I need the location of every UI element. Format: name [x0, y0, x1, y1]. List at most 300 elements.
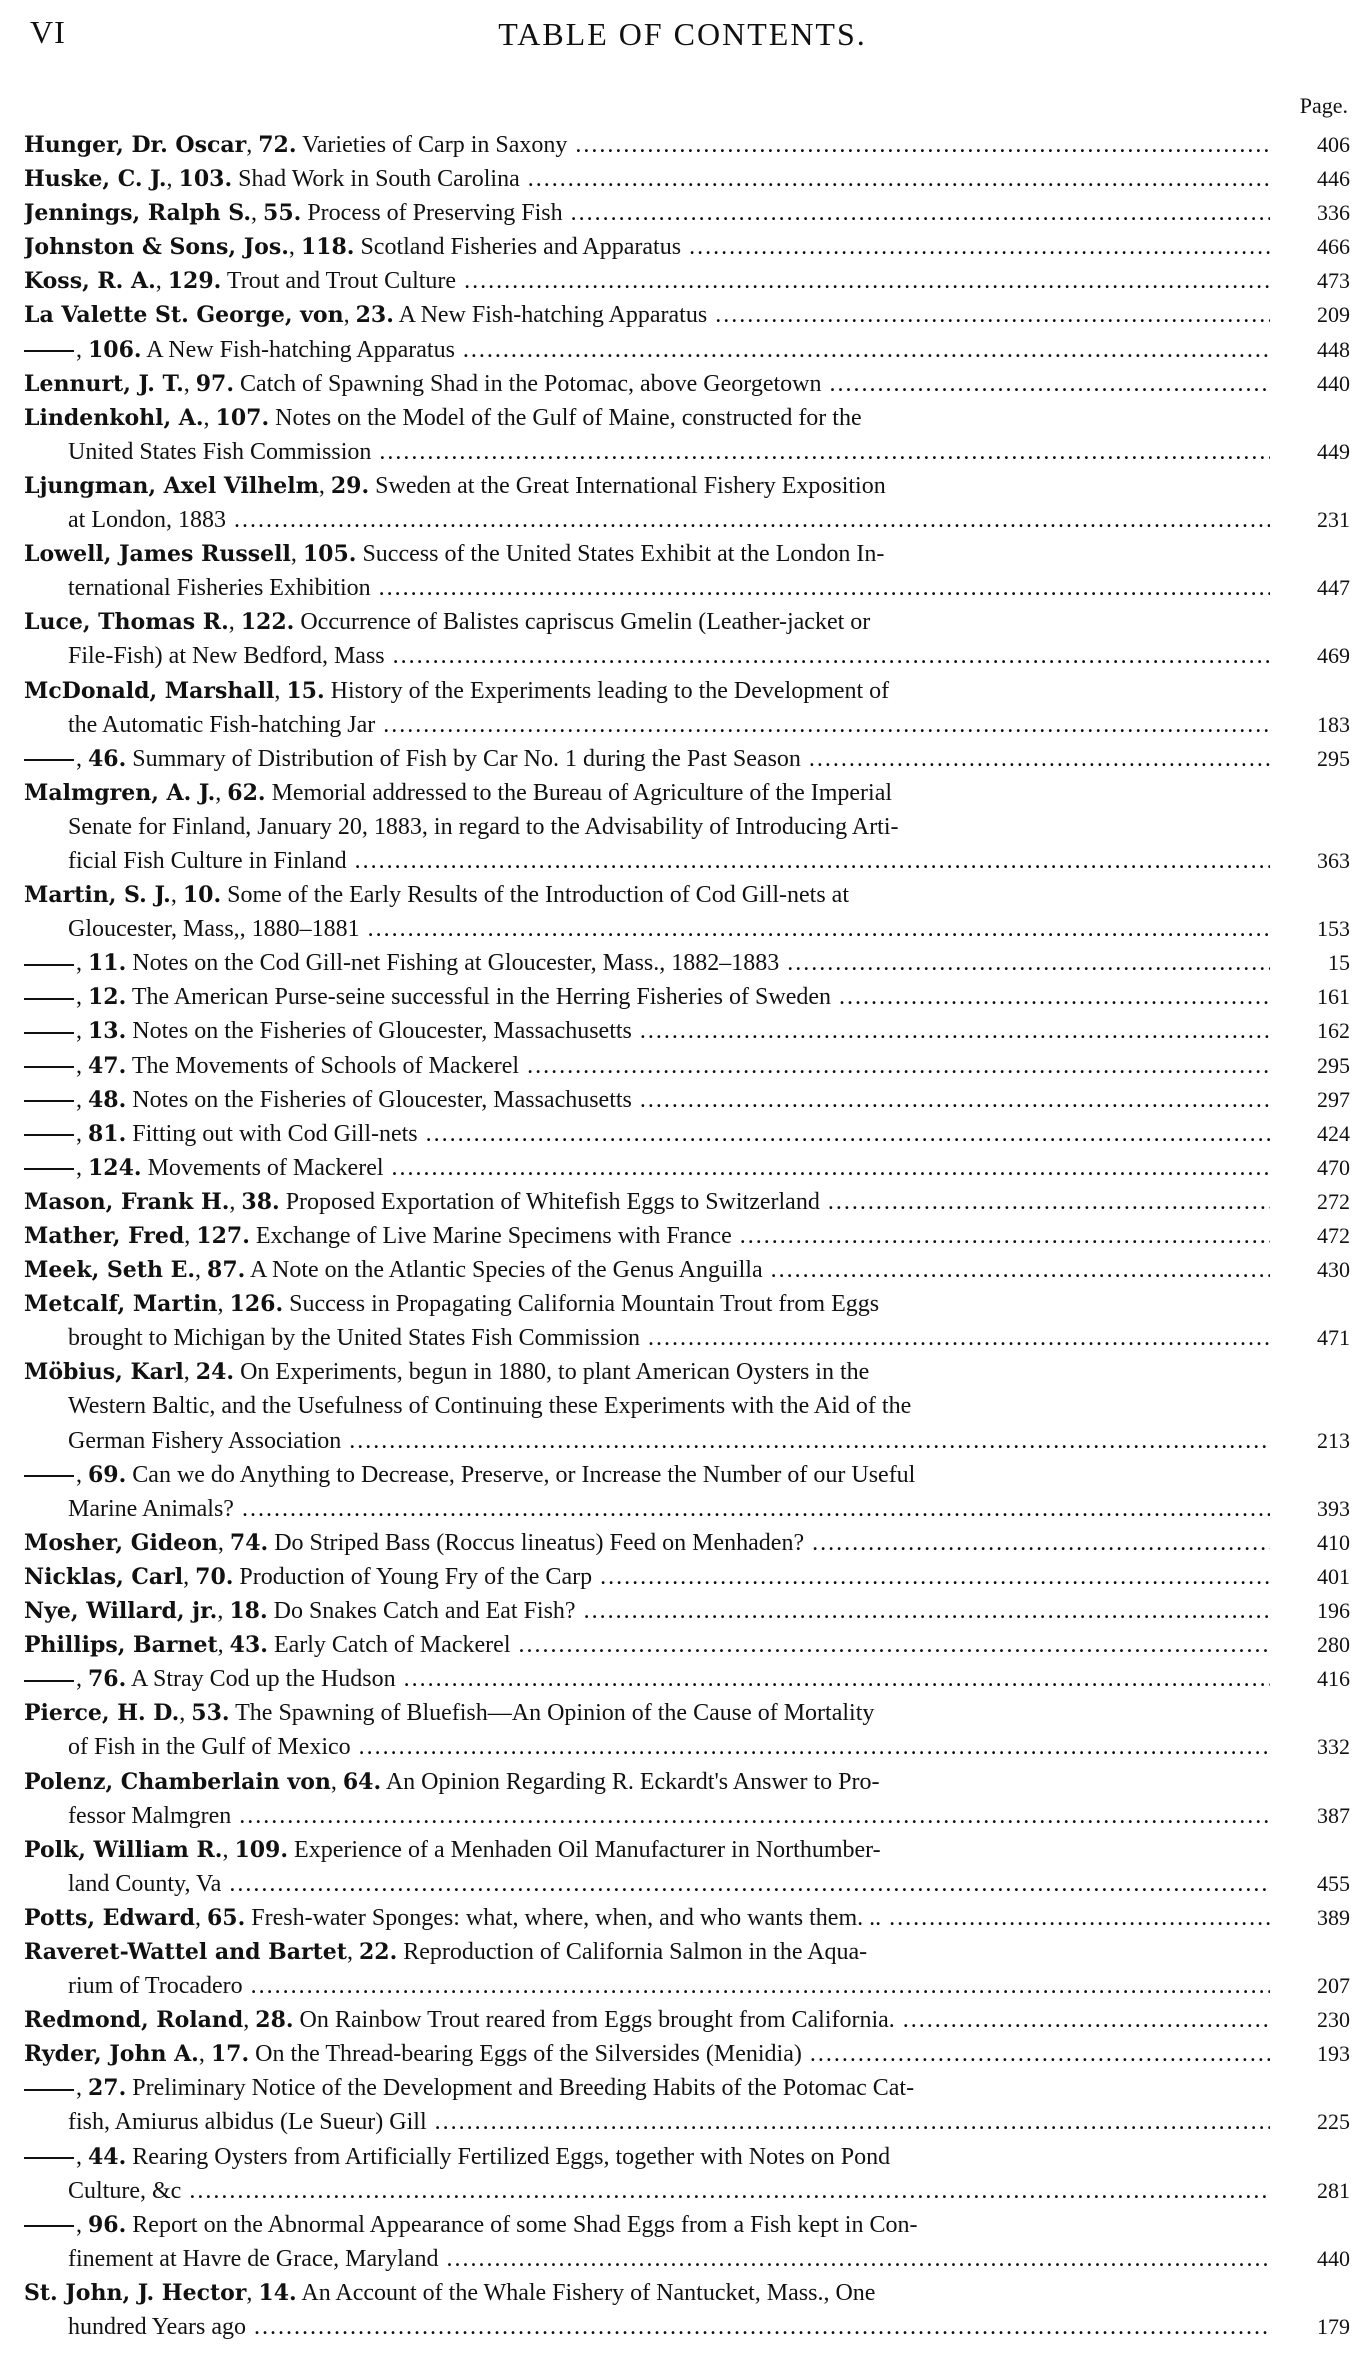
toc-page-ref: 230	[1317, 2007, 1350, 2033]
page-number: VI	[30, 14, 66, 50]
toc-page-ref: 387	[1317, 1802, 1350, 1828]
ditto-dash	[24, 1100, 74, 1102]
toc-page-ref: 295	[1317, 1052, 1350, 1078]
toc-page-ref: 447	[1317, 575, 1350, 601]
toc-page-ref: 469	[1317, 643, 1350, 669]
page-title: TABLE OF CONTENTS.	[498, 16, 867, 52]
toc-page-ref: 472	[1317, 1223, 1350, 1248]
toc-entry	[24, 2071, 1350, 2139]
toc-entry-line	[24, 1969, 1270, 2003]
toc-author: Pierce, H. D.	[24, 1700, 180, 1727]
toc-page-ref: 179	[1317, 2314, 1350, 2339]
toc-entry-line: Ljungman, Axel Vilhelm, 29. Sweden at the Great International Fishery Exposition	[24, 472, 886, 499]
toc-entry	[24, 605, 1350, 673]
toc-article-number: 62.	[227, 779, 266, 806]
page-column-label: Page.	[1299, 93, 1348, 118]
toc-title-line: Senate for Finland, January 20, 1883, in regard to the Advisability of Introducing Arti-	[68, 813, 899, 840]
toc-entry-line: Ryder, John A., 17. On the Thread-bearing Eggs of the Silversides (Menidia) .....	[24, 2037, 1270, 2071]
toc-title-line: Experience of a Menhaden Oil Manufacturer in Northumber-	[294, 1836, 881, 1863]
toc-title-line: land County, Va	[68, 1870, 222, 1897]
ditto-dash	[24, 2089, 74, 2091]
toc-title-line: Reproduction of California Salmon in the Aqua-	[403, 1938, 868, 1965]
toc-entry-line: Lindenkohl, A., 107. Notes on the Model of the Gulf of Maine, constructed for the	[24, 404, 862, 431]
toc-article-number: 87.	[207, 1257, 246, 1284]
toc-entry-line: Redmond, Roland, 28. On Rainbow Trout reared from Eggs brought from California. .....	[24, 2003, 1270, 2037]
toc-article-number: 48.	[88, 1086, 127, 1113]
toc-title-line: A Stray Cod up the Hudson	[130, 1666, 396, 1693]
toc-entry	[24, 1696, 1350, 1764]
toc-entry	[24, 196, 1350, 230]
ditto-dash	[24, 1066, 74, 1068]
toc-article-number: 103.	[178, 166, 233, 193]
toc-entry	[24, 1901, 1350, 1935]
toc-article-number: 126.	[229, 1291, 284, 1318]
toc-author: Meek, Seth E.	[24, 1257, 196, 1284]
toc-title-line: Notes on the Model of the Gulf of Maine, constructed for the	[275, 404, 862, 431]
toc-author: Metcalf, Martin	[24, 1291, 218, 1318]
toc-entry-line	[24, 912, 1270, 946]
toc-title-line: Memorial addressed to the Bureau of Agriculture of the Imperial	[271, 779, 893, 806]
toc-entry-line: , 124. Movements of Mackerel .....	[24, 1151, 1270, 1185]
toc-title-line: Proposed Exportation of Whitefish Eggs to Switzerland	[285, 1188, 820, 1215]
toc-article-number: 69.	[88, 1461, 127, 1488]
toc-entry-line: Möbius, Karl, 24. On Experiments, begun in 1880, to plant American Oysters in the	[24, 1359, 870, 1386]
toc-entry	[24, 1526, 1350, 1560]
toc-author: Ljungman, Axel Vilhelm	[24, 472, 319, 499]
toc-page-ref: 455	[1317, 1870, 1350, 1896]
toc-entry-line: Polk, William R., 109. Experience of a Menhaden Oil Manufacturer in Northumber-	[24, 1836, 881, 1863]
toc-entry	[24, 1560, 1350, 1594]
toc-author: Mather, Fred	[24, 1223, 185, 1249]
toc-entry-line: , 46. Summary of Distribution of Fish by Car No. 1 during the Past Season .....	[24, 742, 1270, 776]
toc-entry	[24, 1935, 1350, 2003]
toc-entry	[24, 1628, 1350, 1662]
toc-author: St. John, J. Hector	[24, 2279, 247, 2306]
toc-article-number: 43.	[229, 1632, 268, 1659]
toc-title-line: Fitting out with Cod Gill-nets	[132, 1120, 418, 1147]
toc-article-number: 17.	[210, 2041, 250, 2068]
toc-title-line: of Fish in the Gulf of Mexico	[68, 1734, 351, 1761]
toc-entry	[24, 469, 1350, 537]
toc-author: Mason, Frank H.	[24, 1188, 230, 1215]
toc-title-line: An Account of the Whale Fishery of Nantucket, Mass., One	[301, 2279, 876, 2306]
toc-entry	[24, 367, 1350, 401]
toc-entry-line: Koss, R. A., 129. Trout and Trout Culture .....	[24, 264, 1270, 298]
toc-title-line: the Automatic Fish-hatching Jar	[68, 711, 376, 738]
table-of-contents	[24, 128, 1350, 2344]
toc-page-ref: 209	[1317, 302, 1350, 328]
toc-author: Polk, William R.	[24, 1836, 223, 1863]
toc-entry-line: Meek, Seth E., 87. A Note on the Atlantic Species of the Genus Anguilla .....	[24, 1253, 1270, 1287]
toc-title-line: at London, 1883	[68, 507, 226, 534]
toc-author: Nicklas, Carl	[24, 1563, 184, 1590]
toc-entry-line: Malmgren, A. J., 62. Memorial addressed to the Bureau of Agriculture of the Imperial	[24, 779, 893, 806]
toc-entry-line	[24, 1867, 1270, 1901]
toc-page-ref: 430	[1317, 1257, 1350, 1283]
toc-entry	[24, 946, 1350, 980]
toc-article-number: 124.	[88, 1154, 142, 1181]
ditto-dash	[24, 1168, 74, 1170]
toc-title-line: Fresh-water Sponges: what, where, when, and who wants them. ..	[251, 1904, 882, 1931]
ditto-dash	[24, 1680, 74, 1682]
toc-entry	[24, 230, 1350, 264]
toc-entry	[24, 2037, 1350, 2071]
toc-title-line: Shad Work in South Carolina	[238, 166, 520, 193]
toc-entry	[24, 1185, 1350, 1219]
toc-title-line: Varieties of Carp in Saxony	[302, 132, 568, 158]
toc-entry-line: , 11. Notes on the Cod Gill-net Fishing at Gloucester, Mass., 1882–1883 .....	[24, 946, 1270, 980]
toc-entry-line	[24, 503, 1270, 537]
toc-article-number: 11.	[88, 950, 127, 977]
toc-title-line: Notes on the Fisheries of Gloucester, Massachusetts	[132, 1086, 632, 1113]
toc-title-line: Success of the United States Exhibit at the London In-	[362, 541, 885, 568]
toc-entry-line: , 27. Preliminary Notice of the Development and Breeding Habits of the Potomac Cat-	[24, 2071, 1270, 2105]
toc-title-line: Early Catch of Mackerel	[273, 1632, 511, 1659]
toc-page-ref: 272	[1317, 1188, 1350, 1214]
toc-entry-line: Luce, Thomas R., 122. Occurrence of Balistes capriscus Gmelin (Leather-jacket or	[24, 609, 871, 636]
toc-entry-line: McDonald, Marshall, 15. History of the Experiments leading to the Development of	[24, 677, 890, 704]
toc-entry-line: Potts, Edward, 65. Fresh-water Sponges: what, where, when, and who wants them. .. .....	[24, 1901, 1270, 1935]
toc-article-number: 97.	[195, 370, 235, 397]
toc-entry-line	[24, 2310, 1270, 2344]
toc-author: La Valette St. George, von	[24, 302, 344, 329]
toc-title-line: On the Thread-bearing Eggs of the Silversides (Menidia)	[255, 2041, 802, 2068]
toc-entry-line: Metcalf, Martin, 126. Success in Propagating California Mountain Trout from Eggs	[24, 1291, 880, 1318]
toc-title-line: fish, Amiurus albidus (Le Sueur) Gill	[68, 2109, 427, 2136]
toc-entry-line: Martin, S. J., 10. Some of the Early Results of the Introduction of Cod Gill-nets at	[24, 882, 849, 909]
toc-title-line: Rearing Oysters from Artificially Fertilized Eggs, together with Notes on Pond	[132, 2143, 891, 2170]
toc-article-number: 106.	[88, 336, 142, 363]
toc-author: Möbius, Karl	[24, 1359, 184, 1386]
toc-title-line: On Rainbow Trout reared from Eggs brought from California.	[299, 2007, 895, 2034]
toc-entry	[24, 1083, 1350, 1117]
toc-title-line: Scotland Fisheries and Apparatus	[360, 234, 682, 261]
toc-title-line: A Note on the Atlantic Species of the Genus Anguilla	[250, 1257, 763, 1284]
toc-title-line: Exchange of Live Marine Specimens with France	[255, 1223, 732, 1249]
toc-entry-line: La Valette St. George, von, 23. A New Fish-hatching Apparatus .....	[24, 298, 1270, 332]
toc-article-number: 55.	[263, 200, 302, 227]
toc-article-number: 105.	[302, 541, 357, 568]
toc-page-ref: 280	[1317, 1632, 1350, 1658]
toc-article-number: 109.	[234, 1836, 289, 1863]
toc-title-line: A New Fish-hatching Apparatus	[398, 302, 708, 329]
toc-title-line: An Opinion Regarding R. Eckardt's Answer to Pro-	[385, 1768, 880, 1795]
toc-entry	[24, 1355, 1350, 1457]
toc-article-number: 29.	[330, 472, 370, 499]
toc-entry-line	[24, 2174, 1270, 2208]
toc-entry-line: , 12. The American Purse-seine successful in the Herring Fisheries of Sweden .....	[24, 980, 1270, 1014]
toc-article-number: 74.	[229, 1529, 269, 1556]
toc-entry	[24, 2276, 1350, 2344]
toc-article-number: 23.	[355, 302, 394, 329]
toc-author: McDonald, Marshall	[24, 677, 275, 704]
toc-page-ref: 416	[1317, 1666, 1350, 1692]
toc-title-line: German Fishery Association	[68, 1427, 342, 1454]
toc-article-number: 81.	[88, 1120, 127, 1147]
toc-article-number: 44.	[88, 2143, 127, 2170]
toc-title-line: File-Fish) at New Bedford, Mass	[68, 643, 385, 670]
toc-title-line: hundred Years ago	[68, 2314, 246, 2340]
toc-title-line: On Experiments, begun in 1880, to plant American Oysters in the	[240, 1359, 870, 1386]
toc-page-ref: 401	[1317, 1563, 1350, 1589]
toc-article-number: 118.	[300, 234, 355, 261]
toc-article-number: 53.	[191, 1700, 230, 1727]
toc-entry-line: Nicklas, Carl, 70. Production of Young Fry of the Carp .....	[24, 1560, 1270, 1594]
toc-page-ref: 393	[1317, 1495, 1350, 1521]
toc-title-line: brought to Michigan by the United States Fish Commission	[68, 1325, 640, 1352]
toc-entry	[24, 1594, 1350, 1628]
toc-article-number: 127.	[196, 1223, 250, 1249]
toc-entry	[24, 980, 1350, 1014]
toc-author: Johnston & Sons, Jos.	[24, 234, 289, 261]
toc-article-number: 12.	[88, 984, 127, 1011]
toc-article-number: 14.	[258, 2279, 297, 2306]
toc-author: Huske, C. J.	[24, 166, 167, 193]
toc-page-ref: 473	[1317, 268, 1350, 294]
toc-entry-line	[24, 435, 1270, 469]
toc-title-line: The Spawning of Bluefish—An Opinion of the Cause of Mortality	[235, 1700, 875, 1727]
toc-entry-line	[24, 1321, 1270, 1355]
toc-title-line: A New Fish-hatching Apparatus	[146, 336, 455, 363]
toc-title-line: Some of the Early Results of the Introduction of Cod Gill-nets at	[227, 882, 849, 909]
toc-entry-line	[24, 708, 1270, 742]
toc-article-number: 24.	[195, 1359, 235, 1386]
toc-entry-line	[24, 844, 1270, 878]
toc-article-number: 10.	[182, 882, 222, 909]
toc-title-line: Production of Young Fry of the Carp	[239, 1563, 593, 1590]
toc-entry-line	[24, 1799, 1270, 1833]
toc-article-number: 129.	[167, 268, 222, 295]
toc-title-line: Movements of Mackerel	[147, 1154, 384, 1181]
toc-article-number: 72.	[258, 132, 297, 158]
toc-entry	[24, 2003, 1350, 2037]
ditto-dash	[24, 1475, 74, 1477]
toc-entry-line	[24, 2105, 1270, 2139]
toc-title-line: Preliminary Notice of the Development and Breeding Habits of the Potomac Cat-	[132, 2075, 915, 2102]
toc-page-ref: 295	[1317, 745, 1350, 771]
toc-title-line: Occurrence of Balistes capriscus Gmelin (Leather-jacket or	[300, 609, 871, 636]
toc-entry-line: , 48. Notes on the Fisheries of Gloucester, Massachusetts .....	[24, 1083, 1270, 1117]
toc-page-ref: 281	[1317, 2177, 1350, 2203]
toc-entry-line	[24, 810, 1270, 844]
toc-page-ref: 410	[1317, 1529, 1350, 1555]
toc-article-number: 38.	[241, 1188, 280, 1215]
toc-title-line: fessor Malmgren	[68, 1802, 232, 1829]
ditto-dash	[24, 350, 74, 352]
toc-entry-line: Mather, Fred, 127. Exchange of Live Marine Specimens with France .....	[24, 1219, 1270, 1253]
toc-entry	[24, 1151, 1350, 1185]
toc-page-ref: 153	[1317, 916, 1350, 942]
ditto-dash	[24, 998, 74, 1000]
toc-article-number: 70.	[195, 1563, 234, 1590]
toc-entry-line: Hunger, Dr. Oscar, 72. Varieties of Carp in Saxony .....	[24, 128, 1270, 162]
toc-page-ref: 336	[1317, 200, 1350, 226]
toc-page-ref: 448	[1317, 336, 1350, 362]
toc-page-ref: 446	[1317, 166, 1350, 192]
toc-author: Malmgren, A. J.	[24, 779, 216, 806]
toc-title-line: Report on the Abnormal Appearance of some Shad Eggs from a Fish kept in Con-	[132, 2211, 918, 2238]
toc-page-ref: 389	[1317, 1904, 1350, 1930]
toc-entry-line	[24, 571, 1270, 605]
toc-author: Luce, Thomas R.	[24, 609, 229, 636]
toc-entry	[24, 162, 1350, 196]
toc-entry	[24, 742, 1350, 776]
toc-entry	[24, 2208, 1350, 2276]
toc-entry-line: , 76. A Stray Cod up the Hudson .....	[24, 1662, 1270, 1696]
toc-article-number: 76.	[88, 1666, 127, 1693]
toc-author: Raveret-Wattel and Bartet	[24, 1938, 347, 1965]
toc-article-number: 122.	[240, 609, 295, 636]
toc-entry-line: , 44. Rearing Oysters from Artificially Fertilized Eggs, together with Notes on Pond	[24, 2140, 1270, 2174]
toc-page-ref: 449	[1317, 438, 1350, 464]
toc-entry-line	[24, 1492, 1270, 1526]
toc-entry	[24, 333, 1350, 367]
toc-entry-line	[24, 1730, 1270, 1764]
toc-page-ref: 471	[1317, 1325, 1350, 1351]
toc-page-ref: 297	[1317, 1086, 1350, 1112]
page-header	[0, 14, 1365, 54]
toc-entry	[24, 1117, 1350, 1151]
toc-entry	[24, 1458, 1350, 1526]
toc-entry-line: , 47. The Movements of Schools of Mackerel .....	[24, 1049, 1270, 1083]
toc-entry-line: Polenz, Chamberlain von, 64. An Opinion Regarding R. Eckardt's Answer to Pro-	[24, 1768, 880, 1795]
toc-title-line: Notes on the Cod Gill-net Fishing at Gloucester, Mass., 1882–1883	[132, 950, 780, 977]
toc-page-ref: 424	[1317, 1120, 1350, 1146]
toc-entry	[24, 1287, 1350, 1355]
toc-entry	[24, 1014, 1350, 1048]
ditto-dash	[24, 1134, 74, 1136]
toc-article-number: 13.	[88, 1018, 127, 1045]
toc-entry	[24, 776, 1350, 878]
toc-page-ref: 225	[1317, 2109, 1350, 2135]
toc-entry	[24, 1219, 1350, 1253]
toc-title-line: Process of Preserving Fish	[307, 200, 563, 227]
toc-entry-line	[24, 1424, 1270, 1458]
ditto-dash	[24, 759, 74, 761]
toc-entry-line: St. John, J. Hector, 14. An Account of the Whale Fishery of Nantucket, Mass., One	[24, 2279, 876, 2306]
toc-entry-line: , 81. Fitting out with Cod Gill-nets .....	[24, 1117, 1270, 1151]
toc-title-line: Sweden at the Great International Fishery Exposition	[375, 472, 886, 499]
toc-title-line: Can we do Anything to Decrease, Preserve, or Increase the Number of our Useful	[132, 1461, 916, 1488]
toc-article-number: 22.	[358, 1938, 398, 1965]
toc-entry-line: Mason, Frank H., 38. Proposed Exportation of Whitefish Eggs to Switzerland .....	[24, 1185, 1270, 1219]
toc-title-line: rium of Trocadero	[68, 1973, 243, 2000]
toc-entry	[24, 1765, 1350, 1833]
toc-author: Hunger, Dr. Oscar	[24, 132, 247, 158]
toc-author: Mosher, Gideon	[24, 1529, 218, 1556]
toc-author: Lennurt, J. T.	[24, 370, 184, 397]
toc-title-line: Notes on the Fisheries of Gloucester, Massachusetts	[132, 1018, 632, 1045]
ditto-dash	[24, 964, 74, 966]
toc-entry	[24, 128, 1350, 162]
toc-entry-line: Lowell, James Russell, 105. Success of the United States Exhibit at the London In-	[24, 541, 885, 568]
toc-entry-line	[24, 639, 1270, 673]
toc-entry	[24, 298, 1350, 332]
toc-title-line: History of the Experiments leading to the Development of	[330, 677, 890, 704]
toc-entry-line: , 96. Report on the Abnormal Appearance of some Shad Eggs from a Fish kept in Con-	[24, 2208, 1270, 2242]
toc-title-line: Culture, &c	[68, 2177, 182, 2204]
toc-entry	[24, 674, 1350, 742]
toc-entry-line	[24, 1389, 1270, 1423]
toc-title-line: The Movements of Schools of Mackerel	[131, 1052, 520, 1079]
toc-page-ref: 213	[1317, 1427, 1350, 1453]
toc-article-number: 107.	[215, 404, 270, 431]
toc-entry-line: Mosher, Gideon, 74. Do Striped Bass (Roccus lineatus) Feed on Menhaden? .....	[24, 1526, 1270, 1560]
toc-page-ref: 15	[1328, 950, 1350, 976]
toc-entry	[24, 264, 1350, 298]
toc-page-ref: 466	[1317, 234, 1350, 260]
toc-title-line: Gloucester, Mass,, 1880–1881	[68, 916, 360, 943]
toc-entry-line: Nye, Willard, jr., 18. Do Snakes Catch and Eat Fish? .....	[24, 1594, 1270, 1628]
toc-article-number: 46.	[88, 745, 127, 772]
toc-article-number: 96.	[88, 2211, 127, 2238]
toc-title-line: United States Fish Commission	[68, 438, 372, 465]
toc-entry-line: Raveret-Wattel and Bartet, 22. Reproduction of California Salmon in the Aqua-	[24, 1938, 868, 1965]
toc-page-ref: 363	[1317, 847, 1350, 873]
toc-title-line: Western Baltic, and the Usefulness of Continuing these Experiments with the Aid of the	[68, 1393, 912, 1420]
toc-article-number: 28.	[255, 2007, 294, 2034]
toc-page-ref: 470	[1317, 1154, 1350, 1180]
toc-entry-line: Lennurt, J. T., 97. Catch of Spawning Shad in the Potomac, above Georgetown .....	[24, 367, 1270, 401]
toc-page-ref: 440	[1317, 2245, 1350, 2271]
toc-author: Ryder, John A.	[24, 2041, 199, 2068]
toc-entry-line: Phillips, Barnet, 43. Early Catch of Mackerel .....	[24, 1628, 1270, 1662]
toc-title-line: finement at Havre de Grace, Maryland	[68, 2245, 439, 2272]
toc-entry-line: , 69. Can we do Anything to Decrease, Preserve, or Increase the Number of our Useful	[24, 1458, 1270, 1492]
toc-page-ref: 162	[1317, 1018, 1350, 1044]
toc-author: Koss, R. A.	[24, 268, 156, 295]
toc-entry-line: , 13. Notes on the Fisheries of Gloucester, Massachusetts .....	[24, 1014, 1270, 1048]
toc-entry-line	[24, 2242, 1270, 2276]
toc-author: Lowell, James Russell	[24, 541, 291, 568]
toc-page-ref: 196	[1317, 1598, 1350, 1624]
toc-entry-line: Jennings, Ralph S., 55. Process of Preserving Fish .....	[24, 196, 1270, 230]
toc-title-line: Catch of Spawning Shad in the Potomac, above Georgetown	[240, 370, 822, 397]
toc-author: Phillips, Barnet	[24, 1632, 218, 1659]
toc-title-line: The American Purse-seine successful in the Herring Fisheries of Sweden	[131, 984, 831, 1011]
toc-title-line: ficial Fish Culture in Finland	[68, 847, 347, 874]
toc-article-number: 27.	[88, 2075, 127, 2102]
toc-entry-line: Huske, C. J., 103. Shad Work in South Carolina .....	[24, 162, 1270, 196]
toc-article-number: 18.	[229, 1598, 268, 1625]
toc-title-line: Summary of Distribution of Fish by Car No. 1 during the Past Season	[132, 745, 801, 772]
toc-author: Redmond, Roland	[24, 2007, 244, 2034]
toc-author: Jennings, Ralph S.	[24, 200, 252, 227]
toc-title-line: Marine Animals?	[68, 1495, 234, 1522]
toc-title-line: ternational Fisheries Exhibition	[68, 575, 371, 602]
ditto-dash	[24, 2157, 74, 2159]
toc-title-line: Success in Propagating California Mountain Trout from Eggs	[289, 1291, 880, 1318]
toc-entry	[24, 2140, 1350, 2208]
toc-entry	[24, 878, 1350, 946]
toc-title-line: Do Striped Bass (Roccus lineatus) Feed on Menhaden?	[274, 1529, 805, 1556]
toc-page-ref: 406	[1317, 132, 1350, 157]
ditto-dash	[24, 2225, 74, 2227]
toc-page-ref: 207	[1317, 1973, 1350, 1999]
toc-article-number: 47.	[88, 1052, 127, 1079]
toc-entry	[24, 401, 1350, 469]
toc-entry-line: Johnston & Sons, Jos., 118. Scotland Fisheries and Apparatus .....	[24, 230, 1270, 264]
toc-entry	[24, 1833, 1350, 1901]
toc-entry-line: , 106. A New Fish-hatching Apparatus .....	[24, 333, 1270, 367]
toc-title-line: Do Snakes Catch and Eat Fish?	[273, 1598, 576, 1625]
toc-page-ref: 231	[1317, 507, 1350, 533]
toc-author: Polenz, Chamberlain von	[24, 1768, 331, 1795]
toc-entry	[24, 537, 1350, 605]
toc-entry	[24, 1049, 1350, 1083]
toc-author: Potts, Edward	[24, 1904, 195, 1931]
toc-article-number: 15.	[286, 677, 325, 704]
